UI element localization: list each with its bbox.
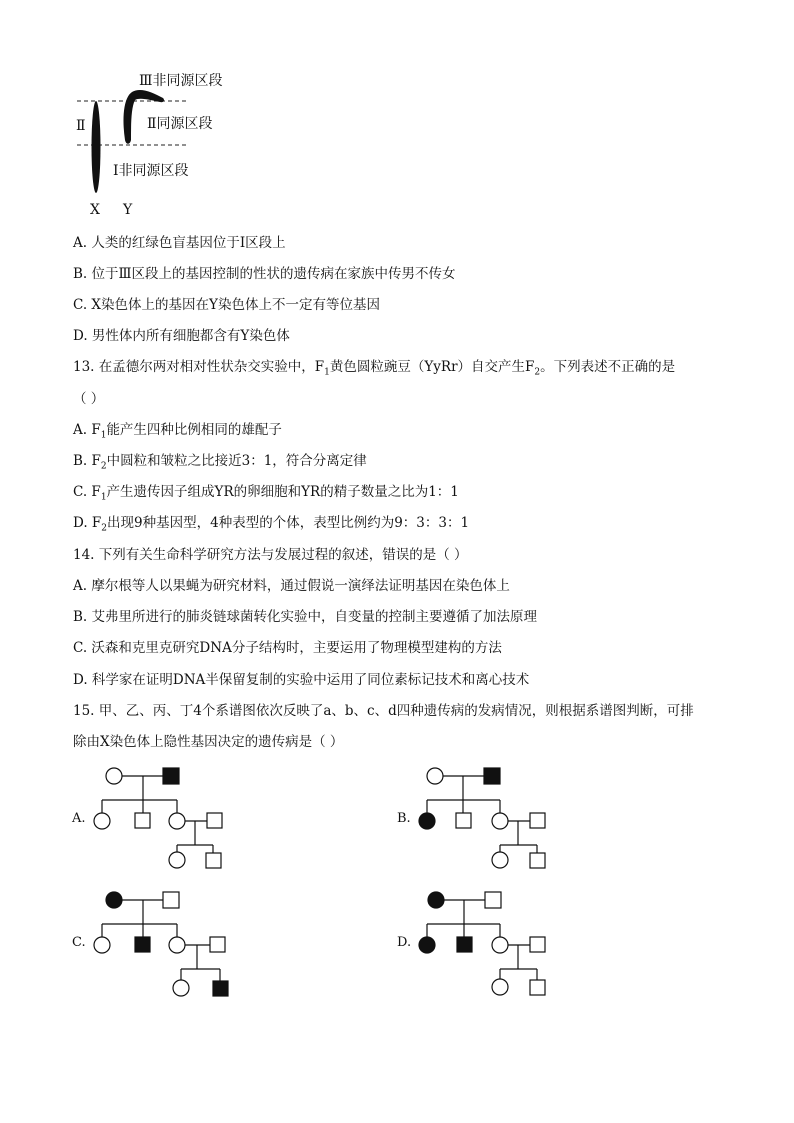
q13-option-a-sub: 1 <box>100 430 107 441</box>
q14-option-b: B. 艾弗里所进行的肺炎链球菌转化实验中，自变量的控制主要遵循了加法原理 <box>73 609 538 625</box>
pedigree-d-daughter-1 <box>419 937 435 953</box>
q12-option-b: B. 位于Ⅲ区段上的基因控制的性状的遗传病在家族中传男不传女 <box>73 266 456 282</box>
pedigree-d-son <box>457 937 472 952</box>
q13-option-b-sub: 2 <box>100 461 107 472</box>
segment-i-label: Ⅰ非同源区段 <box>113 163 189 179</box>
pedigree-d-son-in-law <box>530 937 545 952</box>
segment-ii-label: Ⅱ同源区段 <box>147 116 213 132</box>
pedigree-d-daughter-2 <box>492 937 508 953</box>
q13-option-b-text: 中圆粒和皱粒之比接近3：1，符合分离定律 <box>106 453 367 469</box>
q13-option-d-prefix: D. F <box>73 515 102 531</box>
q14-option-a: A. 摩尔根等人以果蝇为研究材料，通过假说一演绎法证明基因在染色体上 <box>73 578 510 594</box>
q14-stem: 14. 下列有关生命科学研究方法与发展过程的叙述，错误的是（ ） <box>73 547 468 563</box>
x-chromosome-label: X <box>90 202 100 218</box>
q14-option-d: D. 科学家在证明DNA半保留复制的实验中运用了同位素标记技术和离心技术 <box>73 672 530 688</box>
q12-option-c: C. X染色体上的基因在Y染色体上不一定有等位基因 <box>73 297 380 313</box>
segment-iii-label: Ⅲ非同源区段 <box>139 73 223 89</box>
q13-stem-part: 黄色圆粒豌豆（YyRr）自交产生F <box>329 359 535 375</box>
pedigree-b-label: B. <box>397 811 411 826</box>
q15-stem-line2: 除由X染色体上隐性基因决定的遗传病是（ ） <box>73 734 344 750</box>
q13-stem-sub: 2 <box>534 367 541 378</box>
y-chromosome-label: Y <box>123 202 133 218</box>
q13-option-d-text: 出现9种基因型，4种表型的个体，表型比例约为9：3：3：1 <box>107 515 470 531</box>
segment-ii-side-label: Ⅱ <box>76 118 86 134</box>
q13-paren: （ ） <box>73 391 105 407</box>
q12-option-d: D. 男性体内所有细胞都含有Y染色体 <box>73 328 290 344</box>
q13-option-d-sub: 2 <box>101 523 108 534</box>
q15-stem-line1: 15. 甲、乙、丙、丁4个系谱图依次反映了a、b、c、d四种遗传病的发病情况，则根据系谱图判断，可排 <box>73 703 694 719</box>
q14-option-c: C. 沃森和克里克研究DNA分子结构时，主要运用了物理模型建构的方法 <box>73 640 502 656</box>
pedigree-d-mother <box>428 892 444 908</box>
q12-option-a: A. 人类的红绿色盲基因位于Ⅰ区段上 <box>73 235 286 251</box>
q13-option-c-sub: 1 <box>100 492 107 503</box>
pedigree-a-label: A. <box>72 811 86 826</box>
q13-option-b-prefix: B. F <box>73 453 101 469</box>
pedigree-d-father <box>485 892 501 908</box>
q13-option-a-prefix: A. F <box>73 422 101 438</box>
q13-stem-sub: 1 <box>324 367 330 378</box>
q13-stem-part: 13. 在孟德尔两对相对性状杂交实验中，F <box>73 359 325 375</box>
q13-option-c-text: 产生遗传因子组成YR的卵细胞和YR的精子数量之比为1：1 <box>106 484 459 500</box>
pedigree-d-label: D. <box>397 935 412 950</box>
pedigree-c-label: C. <box>72 935 86 950</box>
q13-option-c-prefix: C. F <box>73 484 101 500</box>
q13-option-a-text: 能产生四种比例相同的雄配子 <box>106 422 282 438</box>
pedigree-d-granddaughter <box>492 979 508 995</box>
q13-stem-part: 。下列表述不正确的是 <box>540 359 676 375</box>
pedigree-d-grandson <box>530 980 545 995</box>
